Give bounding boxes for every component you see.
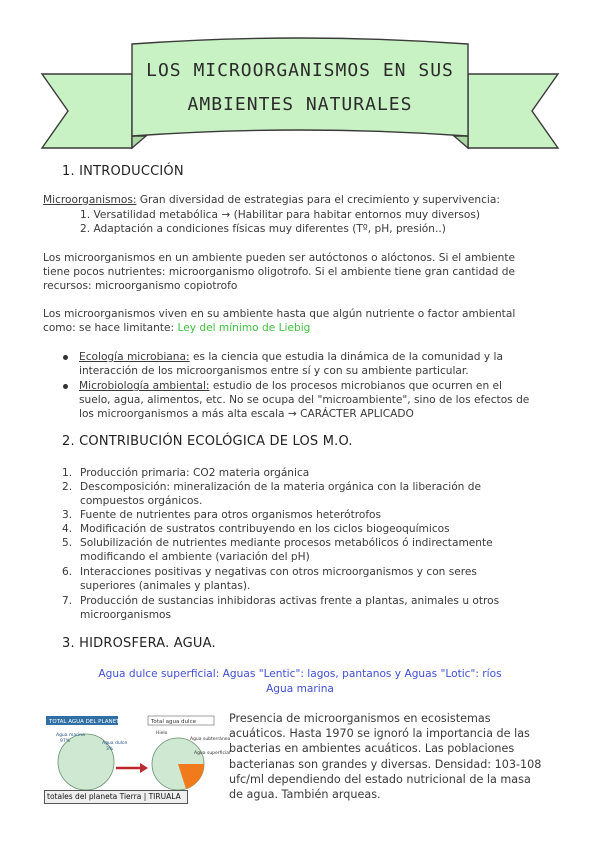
bullet2-line3: los microorganismos a más alta escala → CARÁCTER APLICADO (79, 408, 414, 420)
bullet1-label: Ecología microbiana: (79, 351, 190, 363)
marine-water: Agua marina (266, 683, 334, 695)
item-number: 6. (62, 566, 73, 578)
versatility-item: 1. Versatilidad metabólica → (Habilitar para habitar entornos muy diversos) (80, 209, 481, 221)
side-text-line: bacterianas son grandes y diversas. Densidad: 103-108 (229, 757, 542, 771)
liebig-law: Ley del mínimo de Liebig (177, 322, 311, 334)
side-text-line: de agua. También arqueas. (229, 788, 381, 802)
bullet-dot (63, 355, 68, 360)
hydrosphere-text (229, 711, 541, 802)
bullet2-text: estudio de los procesos microbianos que ocurren en el (209, 380, 502, 392)
item-number: 5. (62, 537, 73, 549)
right-small-label: Agua subterránea (190, 737, 231, 742)
bullet-dot (63, 384, 68, 389)
item-text: Producción primaria: CO2 materia orgánica (80, 467, 310, 479)
para2-line2 (43, 321, 310, 336)
item-text: Solubilización de nutrientes mediante procesos metabólicos ó indirectamente (80, 537, 493, 549)
item-number: 4. (62, 523, 73, 535)
item-text: Interacciones positivas y negativas con otros microorganismos y con seres (80, 566, 477, 578)
panel-right-title: Total agua dulce (151, 719, 196, 725)
micro-line (43, 193, 500, 208)
figure-caption: totales del planeta Tierra | TIRUALA (44, 790, 188, 804)
para2-line1: Los microorganismos viven en su ambiente hasta que algún nutriente o factor ambiental (43, 308, 516, 320)
freshwater-types: Agua dulce superficial: Aguas "Lentic": lagos, pantanos y Aguas "Lotic": ríos (98, 668, 502, 680)
section3-heading: 3. HIDROSFERA. AGUA. (62, 636, 216, 651)
bullet1-line2: interacción de los microorganismos entre sí y con su ambiente particular. (79, 365, 469, 377)
ribbon-shape (42, 38, 558, 148)
section2-heading: 2. CONTRIBUCIÓN ECOLÓGICA DE LOS M.O. (62, 434, 353, 449)
right-small-label: Agua superficial (194, 751, 231, 756)
item-text: Producción de sustancias inhibidoras activas frente a plantas, animales u otros (80, 595, 500, 607)
left-small-label: 3% (106, 747, 114, 752)
item-number: 3. (62, 509, 73, 521)
section1-heading: 1. INTRODUCCIÓN (62, 164, 184, 179)
item-text: Fuente de nutrientes para otros organismos heterótrofos (80, 509, 382, 521)
item-text: superiores (animales y plantas). (80, 580, 251, 592)
left-small-label: Agua dulce (102, 741, 128, 746)
item-text: Descomposición: mineralización de la materia orgánica con la liberación de (80, 481, 482, 493)
item-text: compuestos orgánicos. (80, 495, 203, 507)
bullet1-text: es la ciencia que estudia la dinámica de la comunidad y la (189, 351, 503, 363)
water-distribution-figure (44, 714, 231, 801)
banner-title-line1: LOS MICROORGANISMOS EN SUS (146, 60, 454, 81)
bullet2-line1 (79, 379, 502, 394)
para1-line2: tiene pocos nutrientes: microorganismo oligotrofo. Si el ambiente tiene gran cantidad de (43, 266, 516, 278)
banner-title-line2: AMBIENTES NATURALES (187, 94, 413, 115)
para2-prefix: como: se hace limitante: (43, 322, 178, 334)
micro-label: Microorganismos: (43, 194, 137, 206)
left-small-label: Agua marina (56, 733, 85, 738)
para1-line3: recursos: microorganismo copiotrofo (43, 280, 238, 292)
micro-text: Gran diversidad de estrategias para el crecimiento y supervivencia: (136, 194, 500, 206)
left-small-label: 97% (60, 739, 71, 744)
para1-line1: Los microorganismos en un ambiente pueden ser autóctonos o alóctonos. Si el ambiente (43, 252, 515, 264)
item-number: 7. (62, 595, 73, 607)
water-distribution-image (44, 714, 231, 792)
bullet2-label: Microbiología ambiental: (79, 380, 210, 392)
side-text-line: bacterias en ambientes acuáticos. Las poblaciones (229, 742, 515, 756)
side-text-line: ufc/ml dependiendo del estado nutricional de la masa (229, 772, 531, 786)
item-number: 2. (62, 481, 73, 493)
item-text: microorganismos (80, 609, 172, 621)
bullet1-line1 (79, 350, 503, 365)
right-small-label: Hielo (156, 731, 168, 736)
item-text: Modificación de sustratos contribuyendo en los ciclos biogeoquímicos (80, 523, 450, 535)
bullet2-line2: suelo, agua, alimentos, etc. No se ocupa del "microambiente", sino de los efectos de (79, 394, 530, 406)
side-text-line: Presencia de microorganismos en ecosistemas (229, 712, 491, 725)
item-number: 1. (62, 467, 73, 479)
item-text: modificando el ambiente (variación del pH) (80, 551, 310, 563)
panel-left-title: TOTAL AGUA DEL PLANETA (49, 719, 123, 725)
side-text-line: acuáticos. Hasta 1970 se ignoró la importancia de las (229, 727, 530, 741)
adaptation-item: 2. Adaptación a condiciones físicas muy diferentes (Tº, pH, presión..) (80, 223, 446, 235)
